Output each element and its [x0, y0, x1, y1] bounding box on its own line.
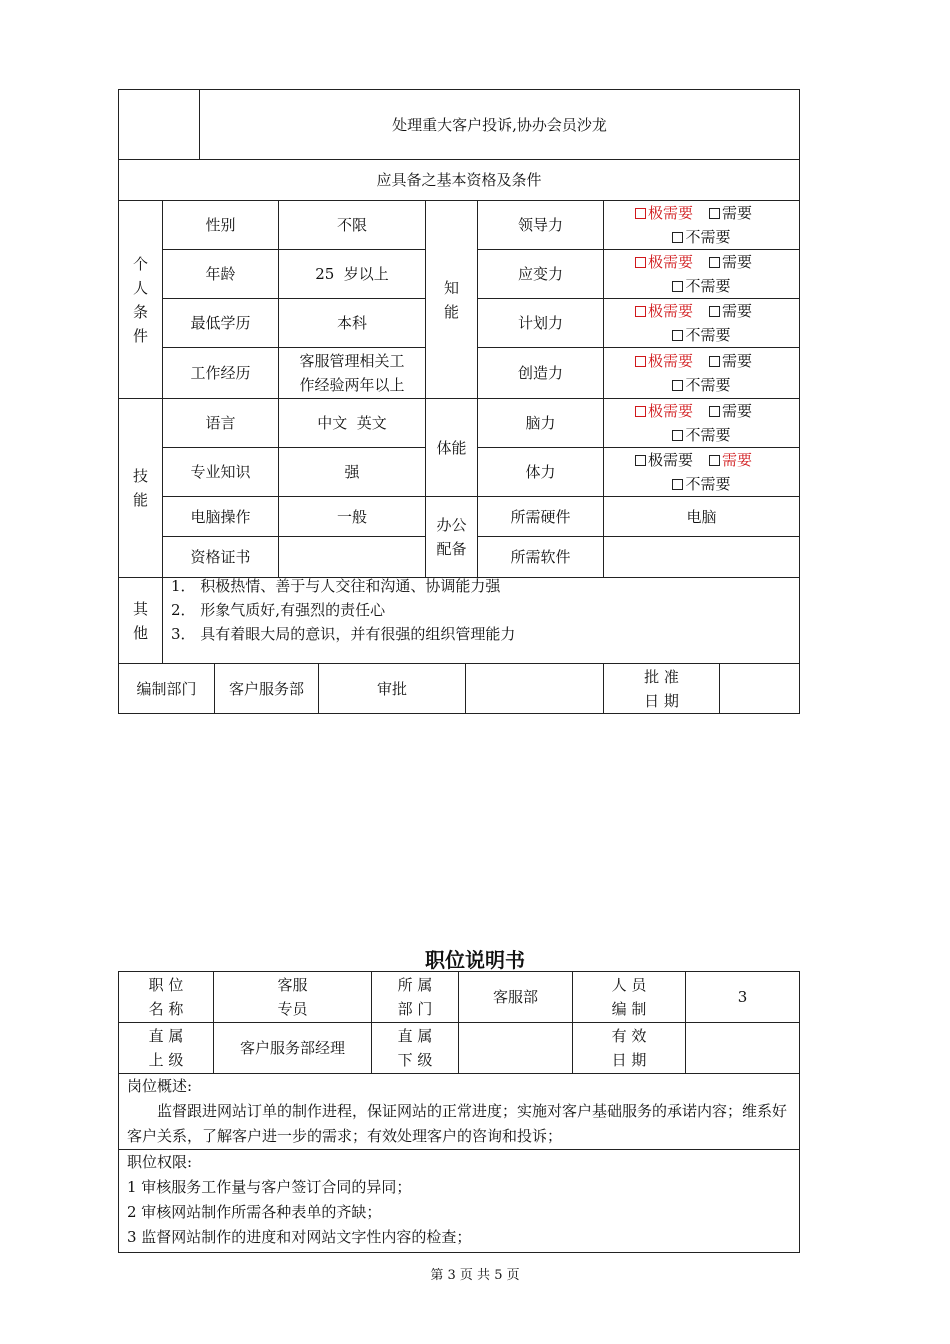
experience-value: 客服管理相关工 作经验两年以上: [279, 348, 426, 399]
option-extreme[interactable]: 极需要: [635, 451, 693, 469]
dept-label: 编制部门: [119, 664, 215, 714]
valid-date-label: 有 效 日 期: [573, 1023, 686, 1074]
checkbox-icon: [709, 406, 720, 417]
authority-item: 2 审核网站制作所需各种表单的齐缺；: [127, 1203, 382, 1221]
option-extreme[interactable]: 极需要: [635, 402, 693, 420]
option-not-need[interactable]: 不需要: [672, 277, 730, 295]
education-label: 最低学历: [163, 299, 279, 348]
option-need[interactable]: 需要: [709, 302, 752, 320]
creativity-options: [604, 348, 800, 399]
checkbox-icon: [672, 281, 683, 292]
software-value: [604, 537, 800, 578]
option-not-need[interactable]: 不需要: [672, 326, 730, 344]
option-extreme[interactable]: 极需要: [635, 352, 693, 370]
checkbox-icon: [635, 406, 646, 417]
stamina-label: 体力: [478, 448, 604, 497]
checkbox-icon: [672, 430, 683, 441]
computer-value: 一般: [279, 497, 426, 537]
age-value: 25 岁以上: [279, 250, 426, 299]
adaptability-label: 应变力: [478, 250, 604, 299]
overview-heading: 岗位概述:: [127, 1077, 193, 1095]
leadership-options: [604, 201, 800, 250]
option-need[interactable]: 需要: [709, 352, 752, 370]
checkbox-icon: [709, 356, 720, 367]
checkbox-icon: [709, 306, 720, 317]
qualification-table: [118, 89, 800, 714]
certificate-label: 资格证书: [163, 537, 279, 578]
duty-label-cell: [119, 90, 200, 160]
valid-date-value: [686, 1023, 800, 1074]
department-label: 所 属 部 门: [372, 972, 459, 1023]
checkbox-icon: [635, 455, 646, 466]
overview-text: 监督跟进网站订单的制作进程，保证网站的正常进度；实施对客户基础服务的承诺内容；维系好客户关系，了解客户进一步的需求；有效处理客户的咨询和投诉；: [127, 1102, 788, 1145]
knowledge-label: 知 能: [426, 201, 478, 399]
other-item: 1． 积极热情、善于与人交往和沟通、协调能力强: [171, 577, 501, 595]
checkbox-icon: [672, 232, 683, 243]
gender-label: 性别: [163, 201, 279, 250]
position-label: 职 位 名 称: [119, 972, 214, 1023]
approve-date-value: [720, 664, 800, 714]
duty-text: 处理重大客户投诉,协办会员沙龙: [200, 90, 800, 160]
department-value: 客服部: [459, 972, 573, 1023]
checkbox-icon: [672, 330, 683, 341]
gender-value: 不限: [279, 201, 426, 250]
supervisor-label: 直 属 上 级: [119, 1023, 214, 1074]
personal-label: 个 人 条 件: [119, 201, 163, 399]
subordinate-value: [459, 1023, 573, 1074]
creativity-label: 创造力: [478, 348, 604, 399]
checkbox-icon: [672, 380, 683, 391]
experience-label: 工作经历: [163, 348, 279, 399]
expertise-label: 专业知识: [163, 448, 279, 497]
section-title: 应具备之基本资格及条件: [119, 160, 800, 201]
option-extreme[interactable]: 极需要: [635, 253, 693, 271]
authority-section: [119, 1150, 800, 1253]
education-value: 本科: [279, 299, 426, 348]
hardware-value: 电脑: [604, 497, 800, 537]
checkbox-icon: [709, 257, 720, 268]
adaptability-options: [604, 250, 800, 299]
page-footer: 第 3 页 共 5 页: [430, 1268, 520, 1283]
authority-item: 3 监督网站制作的进度和对网站文字性内容的检查；: [127, 1228, 472, 1246]
age-label: 年龄: [163, 250, 279, 299]
approve-date-label: 批 准 日 期: [604, 664, 720, 714]
approve-label: 审批: [319, 664, 466, 714]
subordinate-label: 直 属 下 级: [372, 1023, 459, 1074]
supervisor-value: 客户服务部经理: [214, 1023, 372, 1074]
option-need[interactable]: 需要: [709, 451, 752, 469]
checkbox-icon: [635, 208, 646, 219]
checkbox-icon: [709, 208, 720, 219]
doc-title: 职位说明书: [425, 948, 525, 972]
software-label: 所需软件: [478, 537, 604, 578]
leadership-label: 领导力: [478, 201, 604, 250]
headcount-value: 3: [686, 972, 800, 1023]
other-list: [163, 578, 800, 664]
hardware-label: 所需硬件: [478, 497, 604, 537]
checkbox-icon: [709, 455, 720, 466]
dept-value: 客户服务部: [215, 664, 319, 714]
office-label: 办公 配备: [426, 497, 478, 578]
option-extreme[interactable]: 极需要: [635, 204, 693, 222]
checkbox-icon: [635, 356, 646, 367]
option-not-need[interactable]: 不需要: [672, 426, 730, 444]
other-item: 2． 形象气质好,有强烈的责任心: [171, 601, 386, 619]
planning-label: 计划力: [478, 299, 604, 348]
option-need[interactable]: 需要: [709, 204, 752, 222]
brainpower-label: 脑力: [478, 399, 604, 448]
other-item: 3． 具有着眼大局的意识，并有很强的组织管理能力: [171, 625, 516, 643]
option-extreme[interactable]: 极需要: [635, 302, 693, 320]
language-value: 中文 英文: [279, 399, 426, 448]
approve-value: [466, 664, 604, 714]
option-not-need[interactable]: 不需要: [672, 475, 730, 493]
overview-section: [119, 1074, 800, 1150]
certificate-value: [279, 537, 426, 578]
option-not-need[interactable]: 不需要: [672, 228, 730, 246]
other-label: 其 他: [119, 578, 163, 664]
checkbox-icon: [635, 306, 646, 317]
option-not-need[interactable]: 不需要: [672, 376, 730, 394]
computer-label: 电脑操作: [163, 497, 279, 537]
planning-options: [604, 299, 800, 348]
authority-item: 1 审核服务工作量与客户签订合同的异同；: [127, 1178, 412, 1196]
skills-label: 技 能: [119, 399, 163, 578]
option-need[interactable]: 需要: [709, 402, 752, 420]
headcount-label: 人 员 编 制: [573, 972, 686, 1023]
checkbox-icon: [672, 479, 683, 490]
checkbox-icon: [635, 257, 646, 268]
brainpower-options: [604, 399, 800, 448]
position-value: 客服 专员: [214, 972, 372, 1023]
job-description-table: [118, 971, 800, 1253]
authority-heading: 职位权限:: [127, 1153, 193, 1171]
option-need[interactable]: 需要: [709, 253, 752, 271]
stamina-options: [604, 448, 800, 497]
language-label: 语言: [163, 399, 279, 448]
physical-label: 体能: [426, 399, 478, 497]
expertise-value: 强: [279, 448, 426, 497]
